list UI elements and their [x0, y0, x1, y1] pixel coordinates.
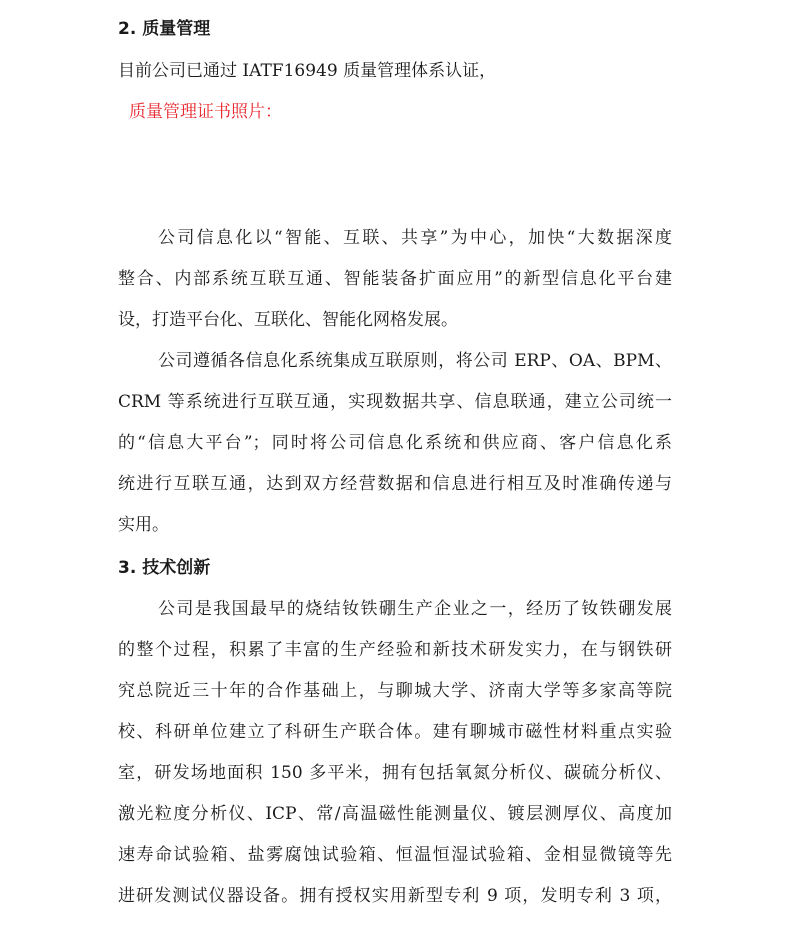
certificate-photo-placeholder	[118, 142, 672, 212]
info-paragraph-2-line-1: 公司遵循各信息化系统集成互联原则，将公司 ERP、OA、BPM、	[158, 351, 672, 371]
info-paragraph-2-line-3: 的“信息大平台”；同时将公司信息化系统和供应商、客户信息化系	[118, 433, 672, 453]
info-paragraph-2-line-4: 统进行互联互通，达到双方经营数据和信息进行相互及时准确传递与	[118, 474, 672, 494]
innovation-paragraph-line-6: 激光粒度分析仪、ICP、常/高温磁性能测量仪、镀层测厚仪、高度加	[118, 804, 672, 824]
innovation-paragraph-line-2: 的整个过程，积累了丰富的生产经验和新技术研发实力，在与钢铁研	[118, 640, 672, 660]
certificate-photo-label: 质量管理证书照片：	[129, 102, 282, 122]
info-paragraph-2-line-5: 实用。	[118, 515, 169, 535]
innovation-paragraph-line-4: 校、科研单位建立了科研生产联合体。建有聊城市磁性材料重点实验	[118, 722, 672, 742]
info-paragraph-1-line-1: 公司信息化以“智能、互联、共享”为中心，加快“大数据深度	[158, 228, 672, 248]
section-heading-quality: 2. 质量管理	[118, 19, 211, 39]
certification-text: 目前公司已通过 IATF16949 质量管理体系认证，	[118, 61, 497, 81]
innovation-paragraph-line-8: 进研发测试仪器设备。拥有授权实用新型专利 9 项，发明专利 3 项，	[118, 886, 672, 906]
section-heading-innovation: 3. 技术创新	[118, 558, 211, 578]
innovation-paragraph-line-1: 公司是我国最早的烧结钕铁硼生产企业之一，经历了钕铁硼发展	[158, 599, 672, 619]
info-paragraph-1-line-3: 设，打造平台化、互联化、智能化网格发展。	[118, 310, 458, 330]
innovation-paragraph-line-3: 究总院近三十年的合作基础上，与聊城大学、济南大学等多家高等院	[118, 681, 672, 701]
innovation-paragraph-line-7: 速寿命试验箱、盐雾腐蚀试验箱、恒温恒湿试验箱、金相显微镜等先	[118, 845, 672, 865]
innovation-paragraph-line-5: 室，研发场地面积 150 多平米，拥有包括氧氮分析仪、碳硫分析仪、	[118, 763, 672, 783]
info-paragraph-2-line-2: CRM 等系统进行互联互通，实现数据共享、信息联通，建立公司统一	[118, 392, 672, 412]
info-paragraph-1-line-2: 整合、内部系统互联互通、智能装备扩面应用”的新型信息化平台建	[118, 269, 672, 289]
